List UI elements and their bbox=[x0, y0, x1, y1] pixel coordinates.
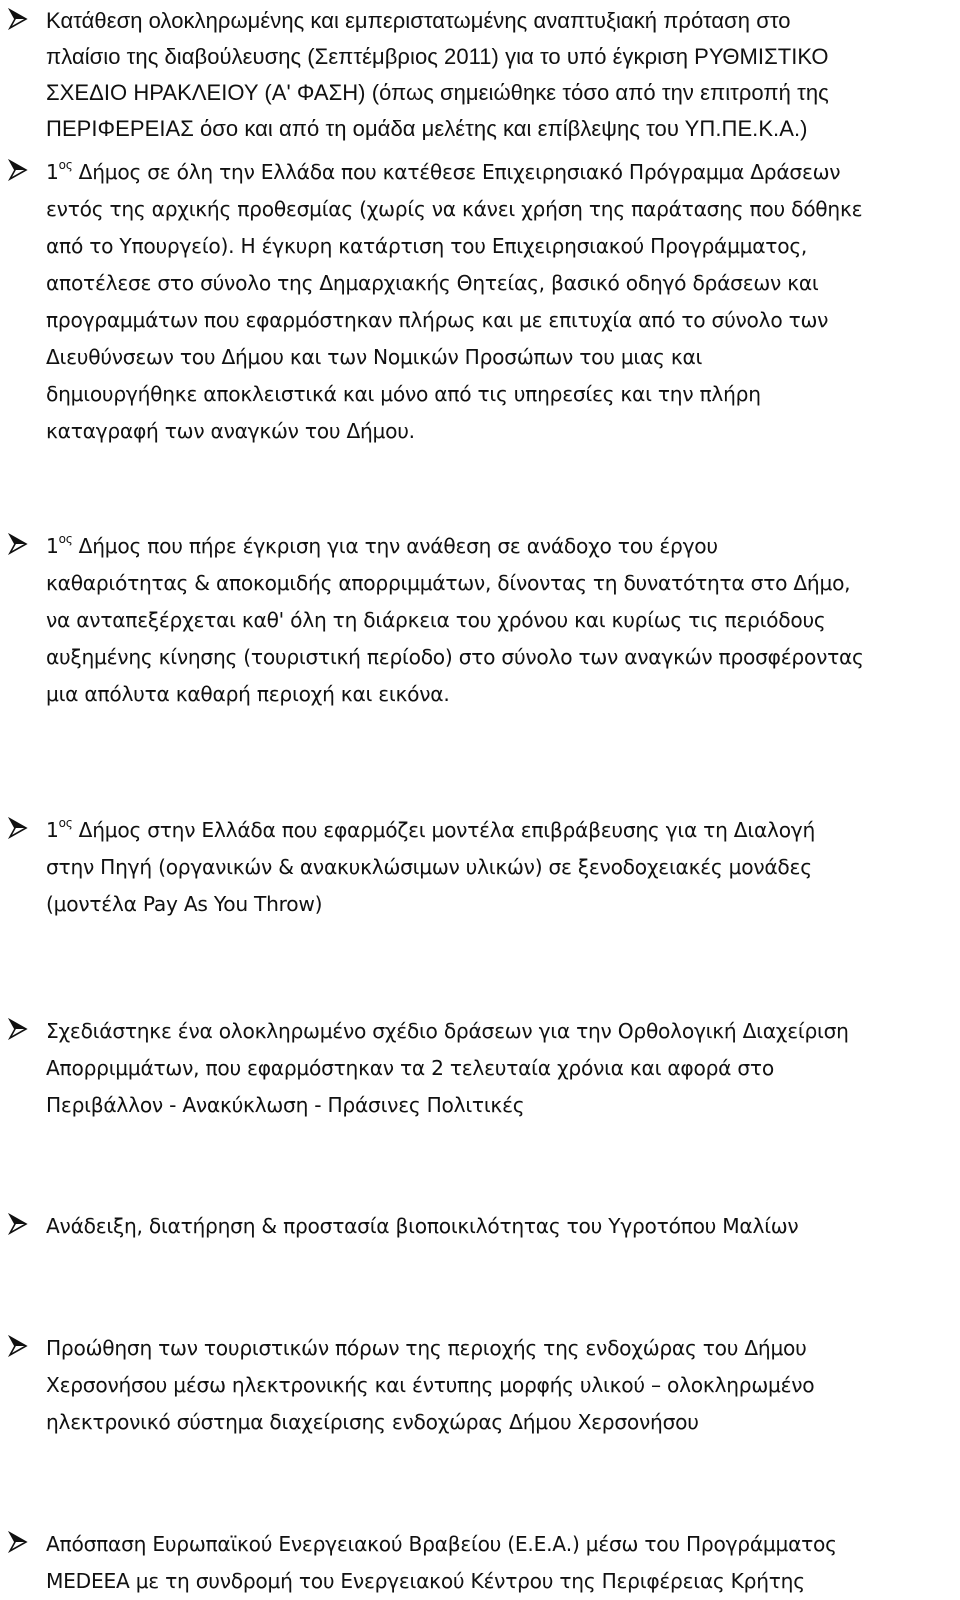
bullet-text bbox=[46, 3, 951, 147]
bullet-text bbox=[46, 1013, 951, 1124]
text-line: προγραμμάτων που εφαρμόστηκαν πλήρως και με επιτυχία από το σύνολο των bbox=[46, 308, 829, 332]
text-line: καταγραφή των αναγκών του Δήμου. bbox=[46, 419, 415, 443]
ordinal-number: 1 bbox=[46, 818, 59, 842]
bullet-text bbox=[46, 154, 951, 450]
bullet-text bbox=[46, 1330, 951, 1441]
text-line: Απόσπαση Ευρωπαϊκού Ενεργειακού Βραβείου (Ε.Ε.Α.) μέσω του Προγράμματος bbox=[46, 1532, 837, 1556]
arrowhead-bullet-icon bbox=[8, 1213, 28, 1235]
arrowhead-bullet-icon bbox=[8, 533, 28, 555]
text-line: εντός της αρχικής προθεσμίας (χωρίς να κάνει χρήση της παράτασης που δόθηκε bbox=[46, 197, 863, 221]
text-line: MEDEEA με τη συνδρομή του Ενεργειακού Κέντρου της Περιφέρειας Κρήτης bbox=[46, 1569, 805, 1593]
text-line bbox=[46, 812, 951, 849]
arrowhead-bullet-icon bbox=[8, 1531, 28, 1553]
text-line: (μοντέλα Pay As You Throw) bbox=[46, 892, 323, 916]
text-line: Χερσονήσου μέσω ηλεκτρονικής και έντυπης μορφής υλικού – ολοκληρωμένο bbox=[46, 1373, 815, 1397]
first-line-rest: Δήμος στην Ελλάδα που εφαρμόζει μοντέλα επιβράβευσης για τη Διαλογή bbox=[72, 818, 816, 842]
text-line: Σχεδιάστηκε ένα ολοκληρωμένο σχέδιο δράσεων για την Ορθολογική Διαχείριση bbox=[46, 1019, 849, 1043]
text-line: Ανάδειξη, διατήρηση & προστασία βιοποικιλότητας του Υγροτόπου Μαλίων bbox=[46, 1214, 799, 1238]
ordinal-number: 1 bbox=[46, 534, 59, 558]
text-line: αποτέλεσε στο σύνολο της Δημαρχιακής Θητείας, βασικό οδηγό δράσεων και bbox=[46, 271, 819, 295]
text-line bbox=[46, 528, 951, 565]
text-line: μια απόλυτα καθαρή περιοχή και εικόνα. bbox=[46, 682, 450, 706]
text-line: στην Πηγή (οργανικών & ανακυκλώσιμων υλικών) σε ξενοδοχειακές μονάδες bbox=[46, 855, 812, 879]
text-line: αυξημένης κίνησης (τουριστική περίοδο) στο σύνολο των αναγκών προσφέροντας bbox=[46, 645, 864, 669]
arrowhead-bullet-icon bbox=[8, 1335, 28, 1357]
ordinal-suffix: ος bbox=[58, 158, 73, 173]
bullet-text bbox=[46, 1208, 951, 1245]
ordinal-number: 1 bbox=[46, 160, 59, 184]
ordinal-suffix: ος bbox=[58, 532, 73, 547]
text-line: Απορριμμάτων, που εφαρμόστηκαν τα 2 τελευταία χρόνια και αφορά στο bbox=[46, 1056, 774, 1080]
text-line: Περιβάλλον - Ανακύκλωση - Πράσινες Πολιτικές bbox=[46, 1093, 525, 1117]
text-line: να ανταπεξέρχεται καθ' όλη τη διάρκεια του χρόνου και κυρίως τις περιόδους bbox=[46, 608, 826, 632]
text-line: Προώθηση των τουριστικών πόρων της περιοχής της ενδοχώρας του Δήμου bbox=[46, 1336, 807, 1360]
arrowhead-bullet-icon bbox=[8, 817, 28, 839]
bullet-text bbox=[46, 528, 951, 713]
text-line: Κατάθεση ολοκληρωμένης και εμπεριστατωμένης αναπτυξιακή πρόταση στο bbox=[46, 8, 791, 33]
text-line: ΣΧΕΔΙΟ ΗΡΑΚΛΕΙΟΥ (Α' ΦΑΣΗ) (όπως σημειώθηκε τόσο από την επιτροπή της bbox=[46, 80, 829, 105]
text-line: πλαίσιο της διαβούλευσης (Σεπτέμβριος 2011) για το υπό έγκριση ΡΥΘΜΙΣΤΙΚΟ bbox=[46, 44, 829, 69]
arrowhead-bullet-icon bbox=[8, 1018, 28, 1040]
text-line bbox=[46, 154, 951, 191]
bullet-text bbox=[46, 1526, 951, 1600]
text-line: δημιουργήθηκε αποκλειστικά και μόνο από τις υπηρεσίες και την πλήρη bbox=[46, 382, 761, 406]
text-line: ΠΕΡΙΦΕΡΕΙΑΣ όσο και από τη ομάδα μελέτης και επίβλεψης του ΥΠ.ΠΕ.Κ.Α.) bbox=[46, 116, 808, 141]
bullet-text bbox=[46, 812, 951, 923]
text-line: καθαριότητας & αποκομιδής απορριμμάτων, δίνοντας τη δυνατότητα στο Δήμο, bbox=[46, 571, 851, 595]
text-line: ηλεκτρονικό σύστημα διαχείρισης ενδοχώρας Δήμου Χερσονήσου bbox=[46, 1410, 699, 1434]
text-line: από το Υπουργείο). Η έγκυρη κατάρτιση του Επιχειρησιακού Προγράμματος, bbox=[46, 234, 808, 258]
first-line-rest: Δήμος που πήρε έγκριση για την ανάθεση σε ανάδοχο του έργου bbox=[72, 534, 718, 558]
arrowhead-bullet-icon bbox=[8, 8, 28, 30]
text-line: Διευθύνσεων του Δήμου και των Νομικών Προσώπων του μιας και bbox=[46, 345, 703, 369]
arrowhead-bullet-icon bbox=[8, 159, 28, 181]
first-line-rest: Δήμος σε όλη την Ελλάδα που κατέθεσε Επιχειρησιακό Πρόγραμμα Δράσεων bbox=[72, 160, 841, 184]
ordinal-suffix: ος bbox=[58, 816, 73, 831]
